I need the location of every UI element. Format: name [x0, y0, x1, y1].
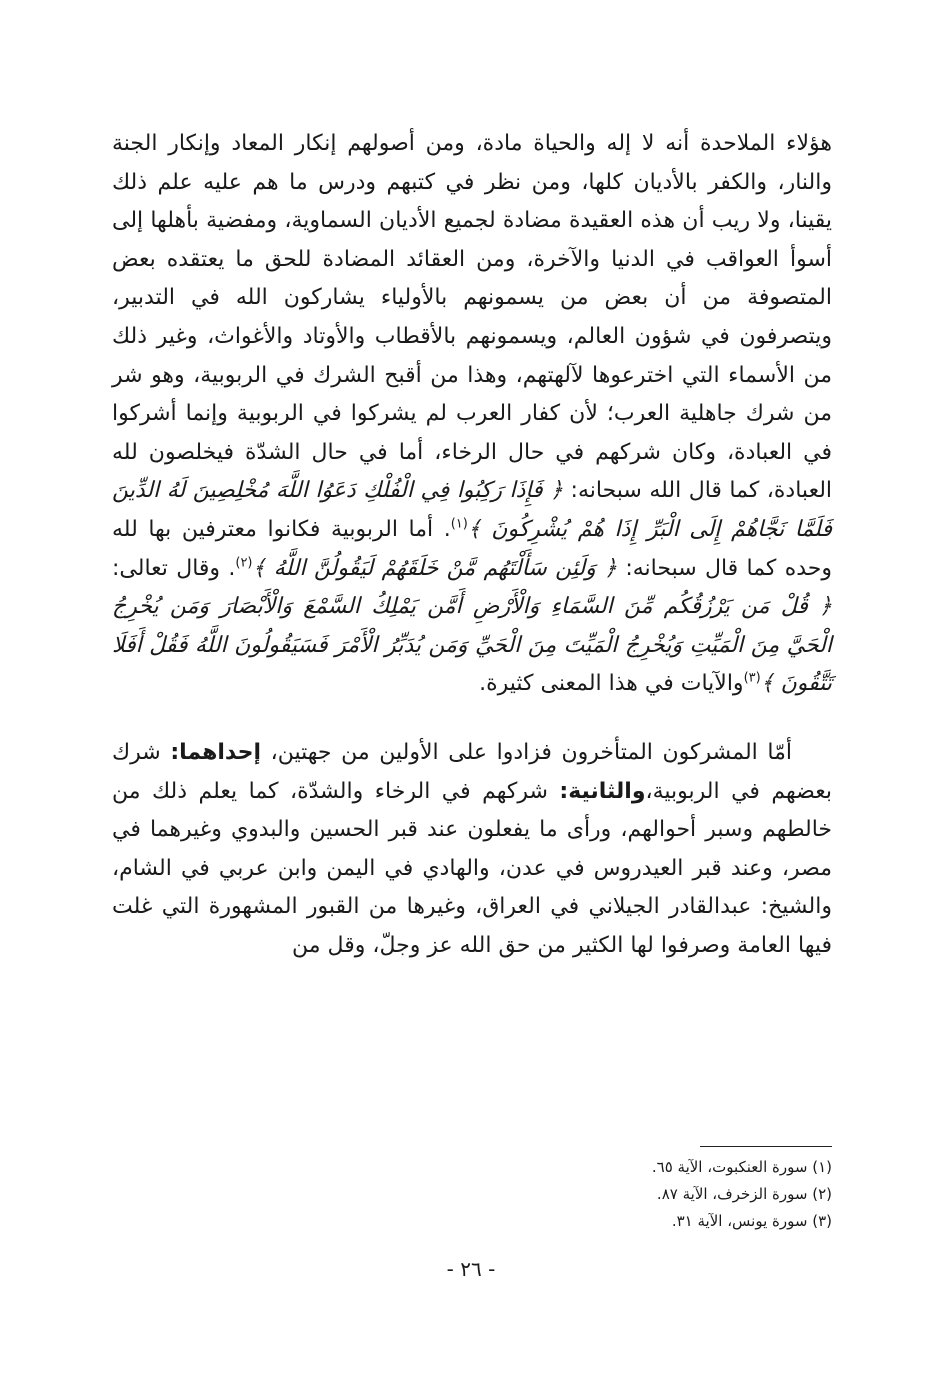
second-label: والثانية:: [559, 778, 646, 804]
paragraph-2: [112, 734, 832, 966]
page-number: - ٢٦ -: [446, 1257, 496, 1281]
footnote-separator: [700, 1146, 832, 1147]
quran-verse-ankabut: ﴿ فَإِذَا رَكِبُوا فِي الْفُلْكِ دَعَوُا اللَّهَ مُخْلِصِينَ لَهُ الدِّينَ فَلَمَّا نَجَّاهُمْ إِلَى الْبَرِّ إِذَا هُمْ يُشْرِكُونَ ﴾: [112, 478, 832, 542]
footnote-3: (٣) سورة يونس، الآية ٣١.: [671, 1212, 832, 1230]
paragraph-2-text-a: أمّا المشركون المتأخرون فزادوا على الأولين من جهتين،: [270, 739, 792, 765]
paragraph-1: [112, 125, 832, 704]
paragraph-2-text-c: شركهم في الرخاء والشدّة، كما يعلم ذلك من خالطهم وسبر أحوالهم، ورأى ما يفعلون عند قبر الحسين والبدوي وغيرهما في مصر، وعند قبر العيدروس في عدن، والهادي في اليمن وابن عربي في الشام، والشيخ: عبدالقادر الجيلاني في العراق، وغيرها من القبور المشهورة التي غلت فيها العامة وصرفوا لها الكثير من حق الله عز وجلّ، وقل من: [112, 778, 832, 958]
quran-verse-zukhruf: ﴿ وَلَئِن سَأَلْتَهُم مَّنْ خَلَقَهُمْ لَيَقُولُنَّ اللَّهُ ﴾: [252, 555, 618, 581]
first-label: إحداهما:: [170, 739, 262, 765]
quran-verse-yunus: ﴿ قُلْ مَن يَرْزُقُكُم مِّنَ السَّمَاءِ وَالْأَرْضِ أَمَّن يَمْلِكُ السَّمْعَ وَالْأَبْصَارَ وَمَن يُخْرِجُ الْحَيَّ مِنَ الْمَيِّتِ وَيُخْرِجُ الْمَيِّتَ مِنَ الْحَيِّ وَمَن يُدَبِّرُ الْأَمْرَ فَسَيَقُولُونَ اللَّهُ فَقُلْ أَفَلَا تَتَّقُونَ ﴾: [112, 594, 832, 697]
footnote-2: (٢) سورة الزخرف، الآية ٨٧.: [656, 1185, 832, 1203]
footnotes: [500, 1154, 832, 1235]
footnote-1: (١) سورة العنكبوت، الآية ٦٥.: [651, 1158, 832, 1176]
paragraph-1-text-a: هؤلاء الملاحدة أنه لا إله والحياة مادة، ومن أصولهم إنكار المعاد وإنكار الجنة والنار، والكفر بالأديان كلها، ومن نظر في كتبهم ودرس ما هم عليه علم ذلك يقينا، ولا ريب أن هذه العقيدة مضادة لجميع الأديان السماوية، ومفضية بأهلها إلى أسوأ العواقب في الدنيا والآخرة، ومن العقائد المضادة للحق ما يعتقده بعض المتصوفة من أن بعض من يسمونهم بالأولياء يشاركون الله في التدبير، ويتصرفون في شؤون العالم، ويسمونهم بالأقطاب والأوتاد والأغواث، وغير ذلك من الأسماء التي اخترعوها لآلهتهم، وهذا من أقبح الشرك في الربوبية، وهو شر من شرك جاهلية العرب؛ لأن كفار العرب لم يشركوا في الربوبية وإنما أشركوا في العبادة، وكان شركهم في حال الرخاء، أما في حال الشدّة فيخلصون لله العبادة، كما قال الله سبحانه:: [112, 131, 833, 504]
paragraph-1-text-b: . أما الربوبية فكانوا معترفين بها لله وحده كما قال سبحانه:: [112, 516, 833, 581]
footnote-ref-1: (١): [450, 516, 468, 532]
paragraph-1-text-d: والآيات في هذا المعنى كثيرة.: [479, 671, 744, 697]
main-text: [112, 125, 832, 965]
paragraph-1-text-c: . وقال تعالى:: [112, 555, 236, 581]
footnote-ref-2: (٢): [235, 555, 253, 571]
footnote-ref-3: (٣): [743, 670, 761, 686]
paragraph-2-text-b: شرك بعضهم في الربوبية،: [112, 739, 832, 804]
